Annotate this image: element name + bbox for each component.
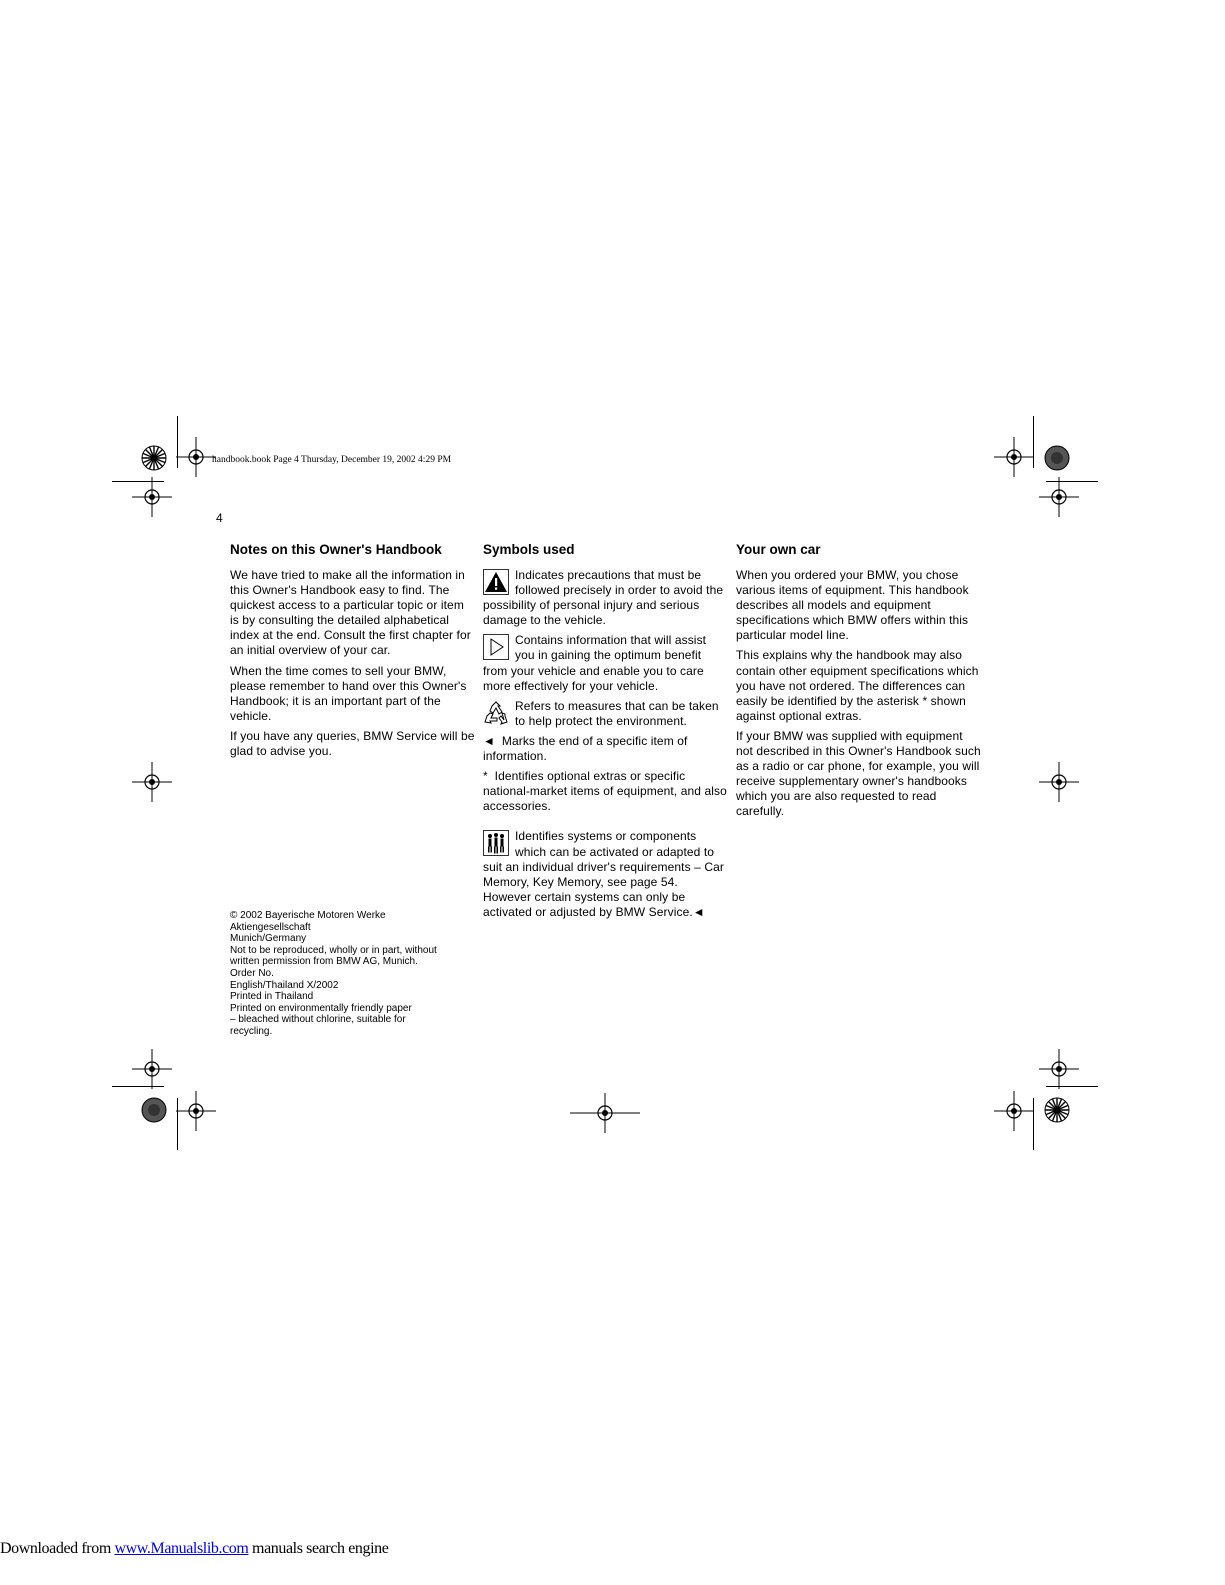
end-marker-icon: ◄ — [483, 733, 495, 748]
crosshair-target-icon — [1039, 477, 1079, 517]
symbol-description: Refers to measures that can be taken to help protect the environment. — [515, 698, 719, 728]
copyright-line: – bleached without chlorine, suitable for — [230, 1014, 406, 1026]
copyright-line: written permission from BMW AG, Munich. — [230, 956, 418, 968]
end-marker-description: Marks the end of a specific item of information. — [483, 733, 688, 764]
symbol-description: Indicates precautions that must be followed precisely in order to avoid the possibility of personal injury and serious damage to the vehicle. — [483, 568, 724, 628]
copyright-block — [230, 910, 475, 1038]
asterisk-icon: * — [483, 769, 488, 784]
symbol-description: Contains information that will assist you in gaining the optimum benefit from your vehicle and enable you to care more effectively for your vehicle. — [483, 633, 707, 693]
symbol-description: Identifies systems or components which can be activated or adapted to suit an individual driver's requirements – Car Memory, Key Memory, see page 54. — [483, 829, 724, 889]
own-car-paragraph: When you ordered your BMW, you chose various items of equipment. This handbook describes all models and equipment specifications which BMW offers within this particular model line. — [736, 568, 969, 643]
copyright-line: Printed in Thailand — [230, 991, 314, 1003]
crosshair-target-icon — [994, 437, 1034, 477]
warning-triangle-icon — [483, 569, 509, 595]
crosshair-target-icon — [1039, 762, 1079, 802]
crosshair-target-icon — [994, 1091, 1034, 1131]
manualslib-link[interactable]: www.Manualslib.com — [114, 1540, 249, 1557]
copyright-line: English/Thailand X/2002 — [230, 979, 339, 991]
symbols-section — [483, 541, 728, 925]
symbol-item — [483, 829, 728, 920]
own-car-paragraph: If your BMW was supplied with equipment not described in this Owner's Handbook such as a radio or car phone, for example, you will receive supplementary owner's handbooks which you are also requested to read carefully. — [736, 728, 981, 819]
play-arrow-icon — [483, 634, 509, 660]
own-car-section — [736, 541, 981, 825]
crosshair-target-icon — [132, 477, 172, 517]
end-marker-note — [483, 734, 728, 764]
recycling-icon — [483, 700, 509, 726]
copyright-line: recycling. — [230, 1025, 273, 1037]
starburst-target-icon — [1044, 1097, 1070, 1123]
end-marker-icon: ◄ — [692, 904, 705, 919]
copyright-line: Not to be reproduced, wholly or in part, without — [230, 944, 437, 956]
crosshair-target-icon — [570, 1093, 640, 1133]
crosshair-target-icon — [132, 1049, 172, 1089]
copyright-line: Order No. — [230, 967, 274, 979]
color-target-icon — [1044, 445, 1070, 471]
crosshair-target-icon — [176, 437, 216, 477]
notes-section — [230, 541, 475, 764]
notes-paragraph: If you have any queries, BMW Service will be glad to advise you. — [230, 728, 475, 759]
copyright-line: Aktiengesellschaft — [230, 921, 311, 933]
symbols-heading: Symbols used — [483, 542, 575, 557]
crosshair-target-icon — [132, 762, 172, 802]
footer-suffix: manuals search engine — [248, 1540, 389, 1557]
own-car-heading: Your own car — [736, 542, 821, 557]
copyright-line: © 2002 Bayerische Motoren Werke — [230, 910, 386, 921]
page-number: 4 — [216, 511, 223, 525]
color-target-icon — [141, 1097, 167, 1123]
print-header: handbook.book Page 4 Thursday, December 19, 2002 4:29 PM — [212, 455, 452, 465]
crosshair-target-icon — [1039, 1049, 1079, 1089]
own-car-paragraph: This explains why the handbook may also contain other equipment specifications which you have not ordered. The differences can easily be identified by the asterisk * shown against optional extras. — [736, 648, 979, 723]
symbol-item — [483, 699, 728, 729]
crosshair-target-icon — [176, 1091, 216, 1131]
asterisk-description: Identifies optional extras or specific national-market items of equipment, and also accessories. — [483, 769, 727, 814]
symbol-item — [483, 633, 728, 693]
personal-profile-icon — [483, 830, 509, 856]
symbol-item — [483, 568, 728, 628]
download-footer — [0, 1540, 388, 1558]
notes-paragraph: We have tried to make all the information in this Owner's Handbook easy to find. The quickest access to a particular topic or item is by consulting the detailed alphabetical index at the end. Consult the first chapter for an initial overview of your car. — [230, 568, 471, 658]
notes-heading: Notes on this Owner's Handbook — [230, 542, 442, 557]
asterisk-note — [483, 769, 728, 814]
symbol-description-continued: However certain systems can only be activated or adjusted by BMW Service.◄ — [483, 889, 705, 919]
starburst-target-icon — [141, 445, 167, 471]
copyright-line: Munich/Germany — [230, 933, 307, 945]
footer-prefix: Downloaded from — [0, 1540, 115, 1557]
copyright-line: Printed on environmentally friendly paper — [230, 1002, 412, 1014]
notes-paragraph: When the time comes to sell your BMW, please remember to hand over this Owner's Handbook; it is an important part of the vehicle. — [230, 663, 467, 723]
